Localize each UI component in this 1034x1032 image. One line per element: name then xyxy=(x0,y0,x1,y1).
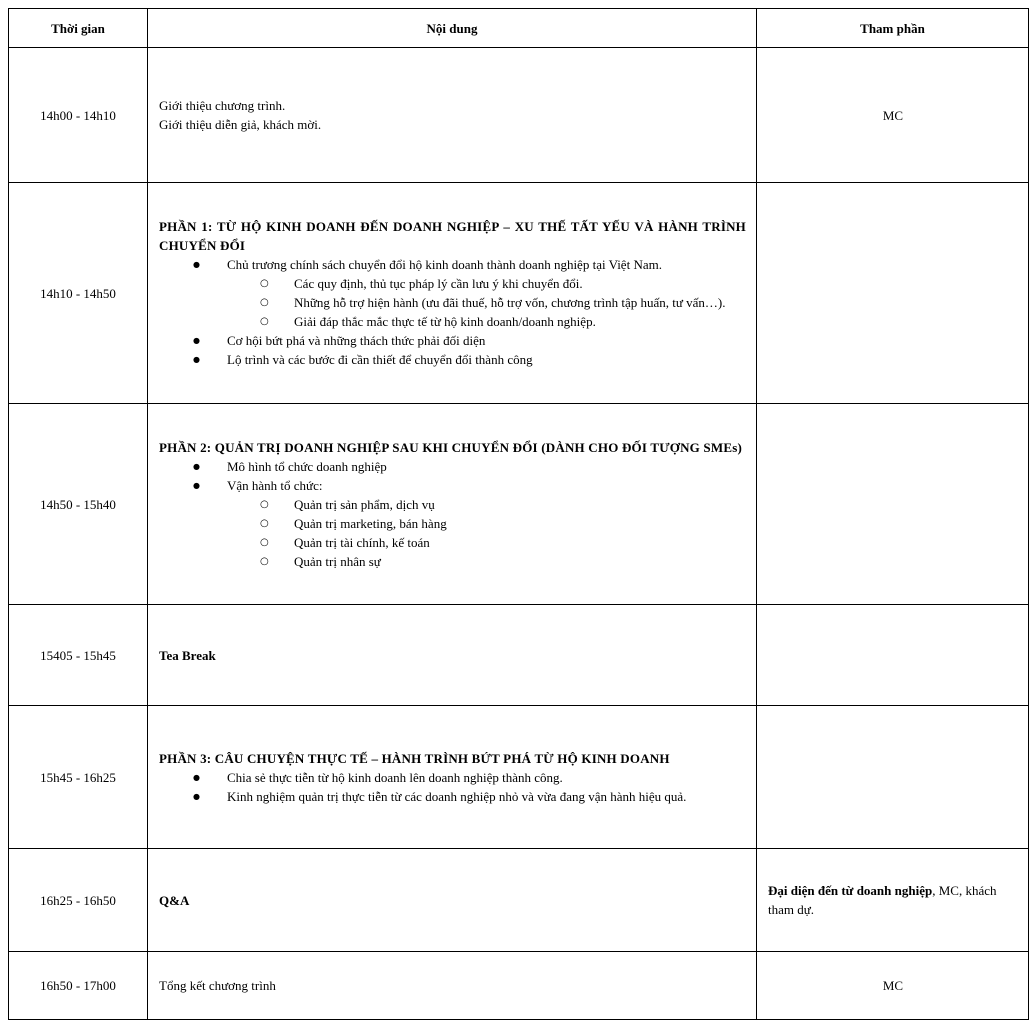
row-party xyxy=(757,849,1029,952)
row-party xyxy=(757,183,1029,404)
row-content xyxy=(148,706,757,849)
row-time: 16h25 - 16h50 xyxy=(9,849,148,952)
table-row xyxy=(9,605,1029,706)
section-heading: PHẦN 1: TỪ HỘ KINH DOANH ĐẾN DOANH NGHIỆP – XU THẾ TẤT YẾU VÀ HÀNH TRÌNH CHUYỂN ĐỔI xyxy=(159,219,746,253)
sub-bullet-list xyxy=(159,495,746,571)
row-time: 14h00 - 14h10 xyxy=(9,48,148,183)
row-party xyxy=(757,706,1029,849)
table-row xyxy=(9,952,1029,1020)
sub-bullet-list xyxy=(159,274,746,331)
bullet-item: ● Chia sẻ thực tiễn từ hộ kinh doanh lên doanh nghiệp thành công. xyxy=(159,768,746,787)
header-party: Tham phần xyxy=(757,9,1029,48)
bullet-list xyxy=(159,457,746,495)
sub-bullet-item: ○ Những hỗ trợ hiện hành (ưu đãi thuế, hỗ trợ vốn, chương trình tập huấn, tư vấn…). xyxy=(159,293,746,312)
table-row xyxy=(9,849,1029,952)
bullet-item: ● Cơ hội bứt phá và những thách thức phải đối diện xyxy=(159,331,746,350)
row-party xyxy=(757,404,1029,605)
row-time: 14h50 - 15h40 xyxy=(9,404,148,605)
table-row xyxy=(9,404,1029,605)
bullet-list xyxy=(159,768,746,806)
party-rest: , MC, khách tham dự. xyxy=(768,883,997,917)
bullet-list xyxy=(159,331,746,369)
row-party xyxy=(757,605,1029,706)
bullet-item: ● Lộ trình và các bước đi cần thiết để chuyển đổi thành công xyxy=(159,350,746,369)
bullet-item: ● Kinh nghiệm quản trị thực tiễn từ các doanh nghiệp nhỏ và vừa đang vận hành hiệu quả. xyxy=(159,787,746,806)
row-time: 15h45 - 16h25 xyxy=(9,706,148,849)
row-time: 16h50 - 17h00 xyxy=(9,952,148,1020)
sub-bullet-item: ○ Quản trị tài chính, kế toán xyxy=(159,533,746,552)
section-heading: PHẦN 2: QUẢN TRỊ DOANH NGHIỆP SAU KHI CHUYỂN ĐỔI (DÀNH CHO ĐỐI TƯỢNG SMEs) xyxy=(159,439,742,455)
row-content: Q&A xyxy=(148,849,757,952)
bullet-item: ● Chủ trương chính sách chuyển đổi hộ kinh doanh thành doanh nghiệp tại Việt Nam. xyxy=(159,255,746,274)
bullet-item: ● Vận hành tổ chức: xyxy=(159,476,746,495)
section-heading: PHẦN 3: CÂU CHUYỆN THỰC TẾ – HÀNH TRÌNH BỨT PHÁ TỪ HỘ KINH DOANH xyxy=(159,750,670,766)
agenda-table xyxy=(8,8,1029,1020)
row-time: 15405 - 15h45 xyxy=(9,605,148,706)
row-content xyxy=(148,48,757,183)
content-line: Giới thiệu diễn giả, khách mời. xyxy=(159,117,322,132)
row-content: Tea Break xyxy=(148,605,757,706)
sub-bullet-item: ○ Quản trị nhân sự xyxy=(159,552,746,571)
row-party: MC xyxy=(757,952,1029,1020)
bullet-list xyxy=(159,255,746,274)
party-bold: Đại diện đến từ doanh nghiệp xyxy=(768,883,933,898)
table-row xyxy=(9,48,1029,183)
table-header-row xyxy=(9,9,1029,48)
content-line: Giới thiệu chương trình. xyxy=(159,98,286,113)
sub-bullet-item: ○ Quản trị sản phẩm, dịch vụ xyxy=(159,495,746,514)
header-content: Nội dung xyxy=(148,9,757,48)
sub-bullet-item: ○ Giải đáp thắc mắc thực tế từ hộ kinh doanh/doanh nghiệp. xyxy=(159,312,746,331)
sub-bullet-item: ○ Các quy định, thủ tục pháp lý cần lưu ý khi chuyển đổi. xyxy=(159,274,746,293)
bullet-item: ● Mô hình tổ chức doanh nghiệp xyxy=(159,457,746,476)
row-content: Tổng kết chương trình xyxy=(148,952,757,1020)
row-party: MC xyxy=(757,48,1029,183)
row-content xyxy=(148,404,757,605)
header-time: Thời gian xyxy=(9,9,148,48)
table-row xyxy=(9,183,1029,404)
row-time: 14h10 - 14h50 xyxy=(9,183,148,404)
table-row xyxy=(9,706,1029,849)
row-content xyxy=(148,183,757,404)
sub-bullet-item: ○ Quản trị marketing, bán hàng xyxy=(159,514,746,533)
